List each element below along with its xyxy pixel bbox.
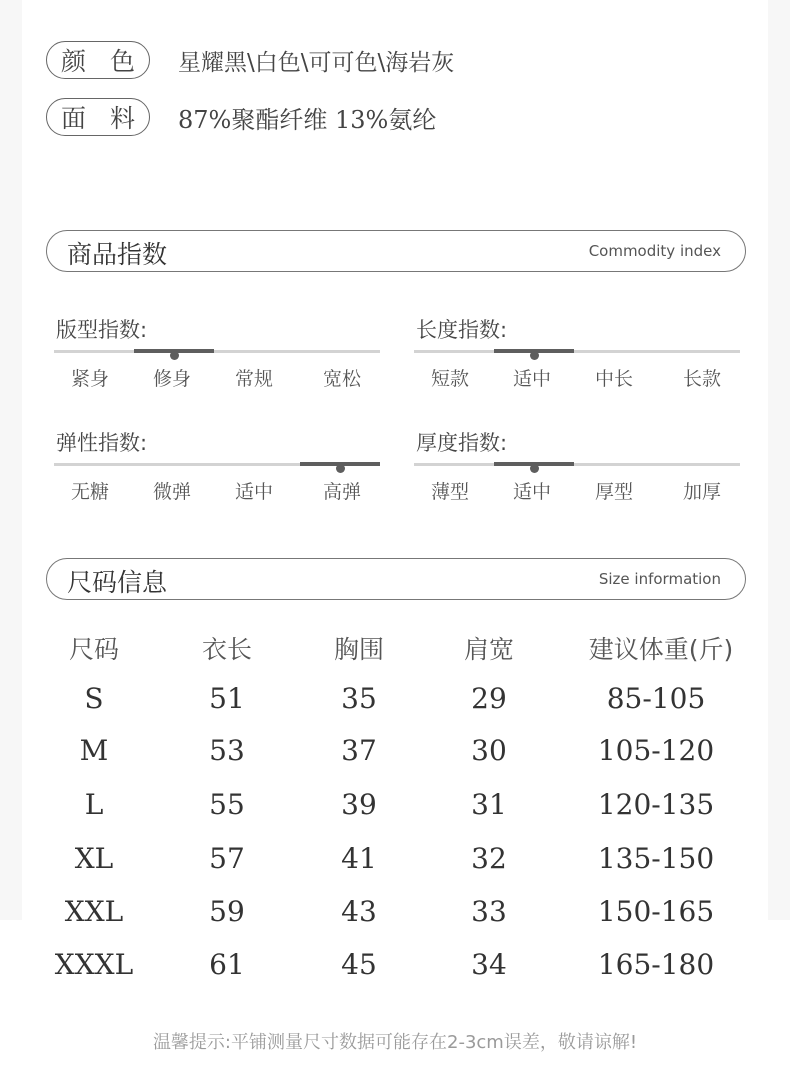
length-index-track [414, 350, 740, 353]
fabric-row [46, 97, 436, 137]
fit-index-option: 常规 [234, 368, 273, 390]
thickness-index-option: 适中 [512, 481, 551, 503]
size-name-cell: L [84, 788, 104, 821]
size-value-cell: 39 [341, 788, 377, 821]
size-value-cell: 150-165 [597, 895, 715, 928]
thickness-index-track [414, 463, 740, 466]
size-value-cell: 135-150 [597, 842, 715, 875]
size-info-header [46, 558, 746, 600]
color-value: 星耀黑\白色\可可色\海岩灰 [178, 49, 455, 76]
length-index-marker [530, 351, 539, 360]
elasticity-index-option: 适中 [234, 481, 273, 503]
fit-index-option: 宽松 [322, 368, 361, 390]
elasticity-index-option: 微弹 [152, 481, 191, 503]
elasticity-index-marker [336, 464, 345, 473]
size-value-cell: 45 [341, 948, 377, 981]
size-value-cell: 37 [341, 734, 377, 767]
length-index [414, 314, 740, 390]
size-value-cell: 35 [341, 682, 377, 715]
fit-index-option: 紧身 [70, 368, 109, 390]
size-header-weight: 建议体重(斤) [588, 635, 734, 664]
fit-index-label: 版型指数: [56, 318, 148, 342]
length-index-option: 中长 [594, 368, 633, 390]
size-header-size: 尺码 [68, 635, 119, 664]
elasticity-index-option: 无糖 [70, 481, 109, 503]
thickness-index-option: 加厚 [682, 481, 721, 503]
size-value-cell: 33 [471, 895, 507, 928]
size-name-cell: XXL [64, 895, 124, 928]
size-value-cell: 29 [471, 682, 507, 715]
size-header-chest: 胸围 [333, 635, 384, 664]
elasticity-index-track [54, 463, 380, 466]
size-value-cell: 120-135 [597, 788, 715, 821]
size-name-cell: M [79, 734, 109, 767]
size-info-subtitle: Size information [598, 570, 721, 588]
size-value-cell: 31 [471, 788, 507, 821]
size-name-cell: XXXL [54, 948, 134, 981]
size-value-cell: 32 [471, 842, 507, 875]
length-index-option: 适中 [512, 368, 551, 390]
size-info-title: 尺码信息 [67, 568, 168, 597]
color-label: 颜 色 [46, 41, 150, 79]
length-index-option: 短款 [430, 368, 469, 390]
size-value-cell: 41 [341, 842, 377, 875]
thickness-index-option: 厚型 [594, 481, 633, 503]
thickness-index [414, 427, 740, 503]
elasticity-index-label: 弹性指数: [56, 431, 148, 455]
color-row [46, 40, 454, 80]
elasticity-index-option: 高弹 [322, 481, 361, 503]
size-value-cell: 61 [209, 948, 245, 981]
size-value-cell: 53 [209, 734, 245, 767]
size-value-cell: 105-120 [597, 734, 715, 767]
size-value-cell: 34 [471, 948, 507, 981]
fit-index-option: 修身 [152, 368, 191, 390]
footnote: 温馨提示:平铺测量尺寸数据可能存在2-3cm误差，敬请谅解! [152, 1032, 638, 1053]
size-value-cell: 165-180 [597, 948, 715, 981]
commodity-index-subtitle: Commodity index [588, 242, 721, 260]
size-header-length: 衣长 [201, 635, 252, 664]
commodity-index-header [46, 230, 746, 272]
size-value-cell: 51 [209, 682, 245, 715]
fabric-value: 87%聚酯纤维 13%氨纶 [178, 105, 437, 134]
size-value-cell: 55 [209, 788, 245, 821]
commodity-index-title: 商品指数 [67, 240, 168, 269]
thickness-index-label: 厚度指数: [416, 431, 508, 455]
right-margin-strip [768, 0, 790, 920]
thickness-index-option: 薄型 [430, 481, 469, 503]
fabric-label: 面 料 [46, 98, 150, 136]
size-value-cell: 85-105 [606, 682, 706, 715]
fit-index-marker [170, 351, 179, 360]
thickness-index-marker [530, 464, 539, 473]
left-margin-strip [0, 0, 22, 920]
size-name-cell: S [84, 682, 104, 715]
size-value-cell: 57 [209, 842, 245, 875]
size-value-cell: 59 [209, 895, 245, 928]
length-index-option: 长款 [682, 368, 721, 390]
elasticity-index [54, 427, 380, 503]
fit-index-track [54, 350, 380, 353]
fit-index [54, 314, 380, 390]
length-index-label: 长度指数: [416, 318, 508, 342]
size-value-cell: 30 [471, 734, 507, 767]
size-header-shoulder: 肩宽 [463, 635, 514, 664]
size-name-cell: XL [74, 842, 114, 875]
size-value-cell: 43 [341, 895, 377, 928]
